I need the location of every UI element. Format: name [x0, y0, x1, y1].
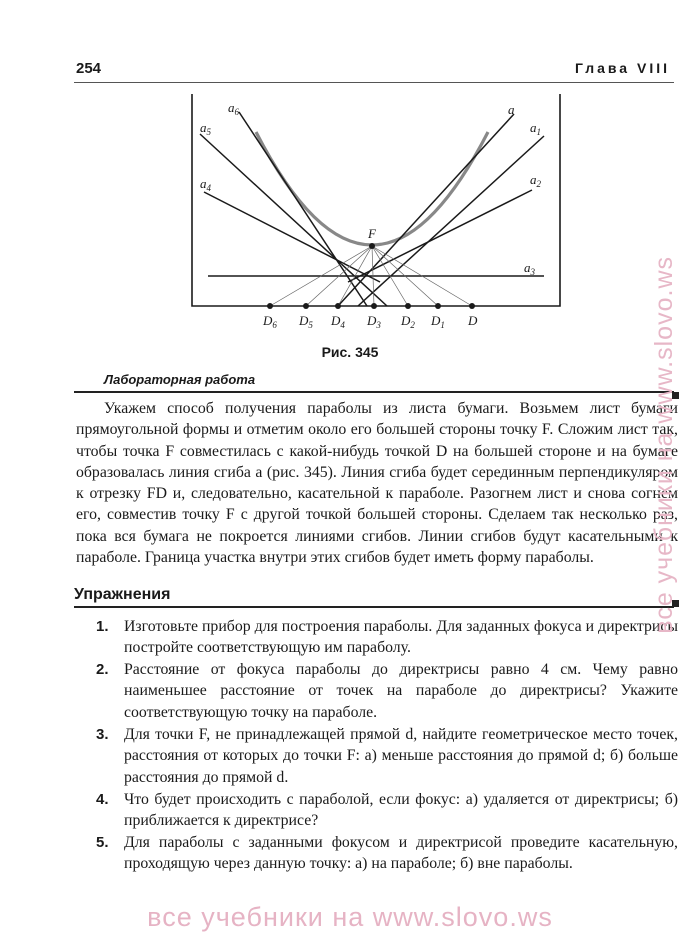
paper-sheet-outline: [192, 94, 560, 306]
label-D6: $D_6$: [263, 313, 277, 330]
exercise-2: [96, 659, 678, 723]
exercise-text: Для точки F, не принадлежащей прямой d, найдите геометрическое место точек, расстояния от которых до точки F: а) меньше расстояния до прямой d; б) больше расстояния до прямой d.: [124, 726, 678, 786]
point-D1: [435, 303, 441, 309]
point-D2: [405, 303, 411, 309]
label-a6: $a_6$: [228, 100, 239, 117]
fold-line-a5: [200, 134, 387, 306]
label-a2: $a_2$: [530, 172, 541, 189]
exercise-text: Для параболы с заданными фокусом и директрисой проведите касательную, проходящую через данную точку: а) на параболе; б) вне параболы.: [124, 834, 678, 873]
fold-line-a: [338, 114, 514, 306]
exercise-number: 4.: [96, 791, 109, 808]
exercises-title: Упражнения: [74, 586, 171, 603]
lab-rule: [74, 391, 674, 393]
exercise-number: 3.: [96, 726, 109, 743]
focus-point: [369, 243, 375, 249]
point-D4: [335, 303, 341, 309]
fold-line-a1: [358, 136, 544, 306]
exercise-3: [96, 724, 678, 788]
lab-title: Лабораторная работа: [104, 372, 256, 387]
exercise-text: Что будет происходить с параболой, если фокус: а) удаляется от директрисы; б) приближается к директрисе?: [124, 791, 678, 830]
label-D1: $D_1$: [431, 313, 445, 330]
lab-paragraph: [76, 398, 678, 568]
exercise-text: Расстояние от фокуса параболы до директрисы равно 4 см. Чему равно наименьшее расстояние от точек на параболе до директрисы? Укажите соответствующую точку на параболе.: [124, 661, 678, 721]
exercises-rule: [74, 606, 674, 608]
exercise-5: [96, 832, 678, 875]
label-D3: $D_3$: [367, 313, 381, 330]
exercise-number: 2.: [96, 661, 109, 678]
fold-line-a6: [239, 112, 367, 306]
label-D2: $D_2$: [401, 313, 415, 330]
lab-paragraph-text: Укажем способ получения параболы из листа бумаги. Возьмем лист бумаги прямоугольной формы и отметим около его большей стороны точку F. Сложим лист так, чтобы точка F совместилась с какой-нибудь точкой D на большей стороне и на бумаге образовалась линия сгиба a (рис. 345). Линия сгиба будет серединным перпендикуляром к отрезку FD и, следовательно, касательной к параболе. Разогнем лист и снова согнем его, совместив точку F с другой точкой большей стороны. Сделаем так несколько раз, пока вся бумага не покроется линиями сгибов. Линии сгибов будут касательными к параболе. Граница участка внутри этих сгибов будет иметь форму параболы.: [76, 400, 678, 567]
point-D5: [303, 303, 309, 309]
exercise-1: [96, 616, 678, 659]
fold-line-a4: [204, 192, 380, 282]
page-number: 254: [76, 60, 102, 77]
label-a5: $a_5$: [200, 120, 211, 137]
exercise-number: 1.: [96, 618, 109, 635]
label-a1: $a_1$: [530, 120, 541, 137]
label-D: D: [468, 313, 478, 328]
label-a4: $a_4$: [200, 176, 211, 193]
exercise-number: 5.: [96, 834, 109, 851]
label-D4: $D_4$: [331, 313, 345, 330]
point-D6: [267, 303, 273, 309]
watermark-bottom: все учебники на www.slovo.ws: [147, 902, 553, 932]
label-D5: $D_5$: [299, 313, 313, 330]
parabola-figure: [178, 92, 578, 344]
watermark-side: [644, 100, 684, 790]
point-D: [469, 303, 475, 309]
label-a3: $a_3$: [524, 260, 535, 277]
exercise-text: Изготовьте прибор для построения параболы. Для заданных фокуса и директрисы постройте соответствующую им параболу.: [124, 618, 678, 657]
watermark-side-text: все учебники на www.slovo.ws: [649, 256, 678, 634]
label-a: a: [508, 102, 515, 117]
chapter-title: Глава VIII: [574, 60, 670, 76]
header-rule: [74, 82, 674, 83]
point-D3: [371, 303, 377, 309]
label-F: F: [368, 226, 376, 241]
exercise-4: [96, 789, 678, 832]
figure-caption: Рис. 345: [321, 344, 379, 360]
